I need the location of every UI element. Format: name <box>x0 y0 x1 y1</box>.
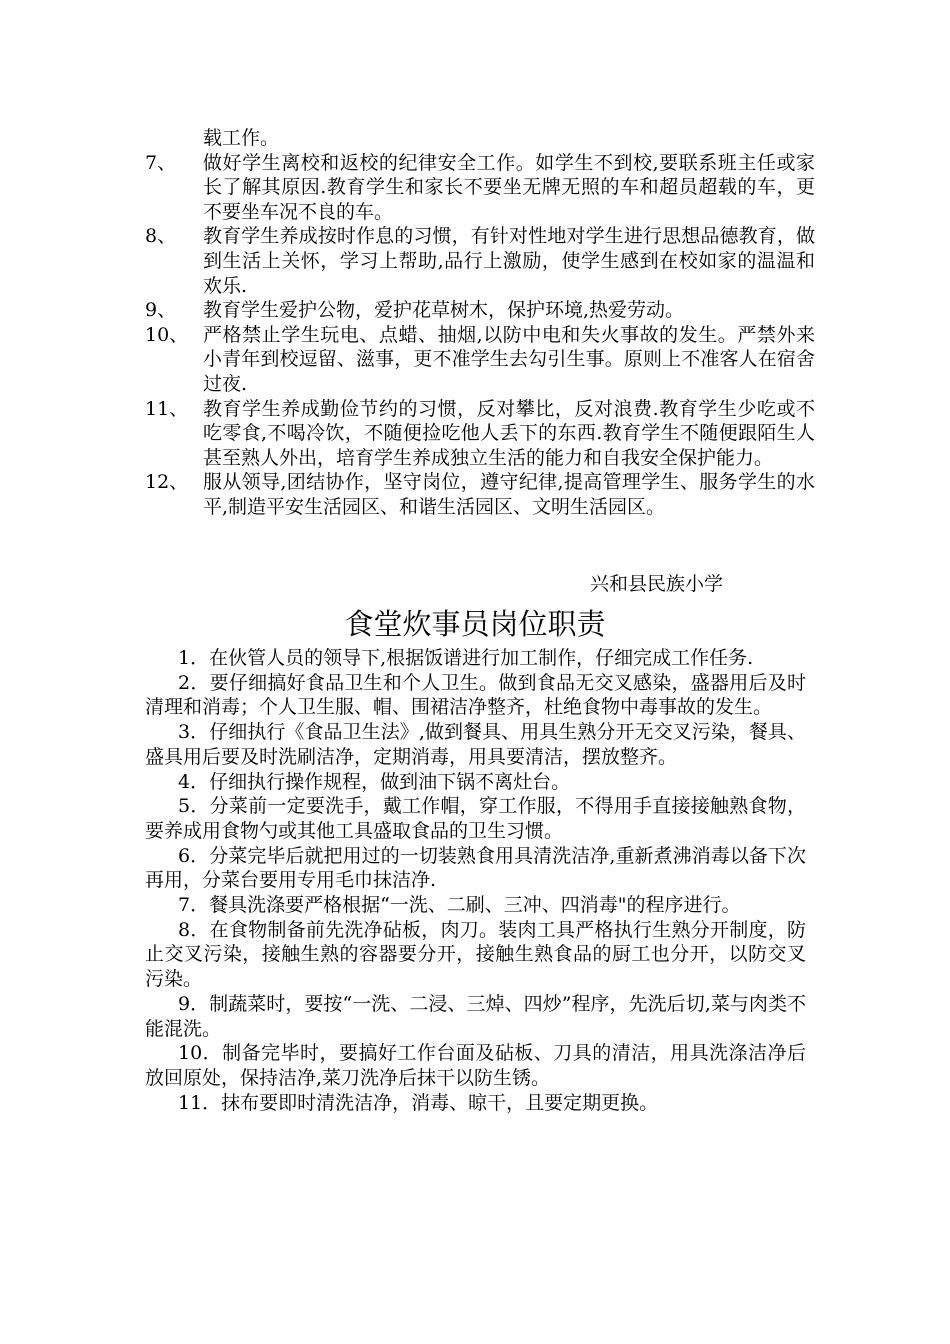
duty-paragraph: 10．制备完毕时，要搞好工作台面及砧板、刀具的清洁，用具洗涤洁净后放回原处，保持洁净,菜刀洗净后抹干以防生锈。 <box>145 1042 806 1089</box>
page-title: 食堂炊事员岗位职责 <box>344 607 606 641</box>
duty-paragraph: 11．抹布要即时清洗洁净，消毒、晾干，且要定期更换。 <box>178 1091 659 1114</box>
responsibility-list <box>145 126 815 520</box>
duty-paragraph: 6．分菜完毕后就把用过的一切装熟食用具清洗洁净,重新煮沸消毒以备下次再用，分菜台要用专用毛巾抹洁净. <box>145 844 806 892</box>
list-item-text: 教育学生养成勤俭节约的习惯，反对攀比，反对浪费.教育学生少吃或不吃零食,不喝冷饮，不随便捡吃他人丢下的东西.教育学生不随便跟陌生人甚至熟人外出，培育学生养成独立生活的能力和自我安全保护能力。 <box>203 397 815 469</box>
list-item-text: 载工作。 <box>203 127 280 149</box>
list-item-text: 服从领导,团结协作，坚守岗位，遵守纪律,提高管理学生、服务学生的水平,制造平安生活园区、和谐生活园区、文明生活园区。 <box>203 471 815 518</box>
list-item-number: 7、 <box>145 151 177 174</box>
school-signature: 兴和县民族小学 <box>590 573 724 595</box>
duty-paragraph: 7．餐具洗涤要严格根据“一洗、二刷、三冲、四消毒"的程序进行。 <box>178 894 741 917</box>
duty-paragraph: 8．在食物制备前先洗净砧板，肉刀。装肉工具严格执行生熟分开制度，防止交叉污染，接触生熟的容器要分开，接触生熟食品的厨工也分开，以防交叉污染。 <box>145 918 806 991</box>
list-item <box>145 126 815 151</box>
duty-paragraph: 2．要仔细搞好食品卫生和个人卫生。做到食品无交叉感染，盛器用后及时清理和消毒；个人卫生服、帽、围裙洁净整齐，杜绝食物中毒事故的发生。 <box>145 671 806 719</box>
list-item-text: 严格禁止学生玩电、点蜡、抽烟,以防中电和失火事故的发生。严禁外来小青年到校逗留、滋事，更不准学生去勾引生事。原则上不准客人在宿舍过夜. <box>203 323 815 395</box>
list-item <box>145 224 815 298</box>
list-item-text: 教育学生养成按时作息的习惯，有针对性地对学生进行思想品德教育，做到生活上关怀，学习上帮助,品行上激励，使学生感到在校如家的温温和欢乐. <box>203 225 815 297</box>
list-item-number <box>145 126 203 151</box>
duty-paragraph: 3．仔细执行《食品卫生法》,做到餐具、用具生熟分开无交叉污染，餐具、盛具用后要及时洗刷洁净，定期消毒，用具要清洁，摆放整齐。 <box>145 721 806 768</box>
list-item <box>145 397 815 471</box>
list-item-text: 教育学生爱护公物，爱护花草树木，保护环境,热爱劳动。 <box>203 299 685 322</box>
duty-paragraph: 9．制蔬菜时，要按“一洗、二浸、三焯、四炒”程序，先洗后切,菜与肉类不能混洗。 <box>145 992 806 1040</box>
list-item-number: 9、 <box>145 299 177 322</box>
duty-paragraph: 5．分菜前一定要洗手，戴工作帽，穿工作服，不得用手直接接触熟食物，要养成用食物勺或其他工具盛取食品的卫生习惯。 <box>145 795 806 842</box>
list-item <box>145 298 815 323</box>
list-item-number: 10、 <box>145 323 189 346</box>
list-item <box>145 151 815 225</box>
list-item <box>145 323 815 397</box>
duty-paragraph: 4．仔细执行操作规程，做到油下锅不离灶台。 <box>178 770 571 793</box>
list-item-number: 8、 <box>145 225 177 248</box>
list-item-number: 11、 <box>145 397 189 420</box>
duties-list <box>145 646 806 1115</box>
duty-paragraph: 1．在伙管人员的领导下,根据饭谱进行加工制作，仔细完成工作任务. <box>178 647 754 669</box>
list-item <box>145 470 815 519</box>
list-item-text: 做好学生离校和返校的纪律安全工作。如学生不到校,要联系班主任或家长了解其原因.教育学生和家长不要坐无牌无照的车和超员超载的车，更不要坐车况不良的车。 <box>203 151 815 223</box>
list-item-number: 12、 <box>145 471 189 494</box>
